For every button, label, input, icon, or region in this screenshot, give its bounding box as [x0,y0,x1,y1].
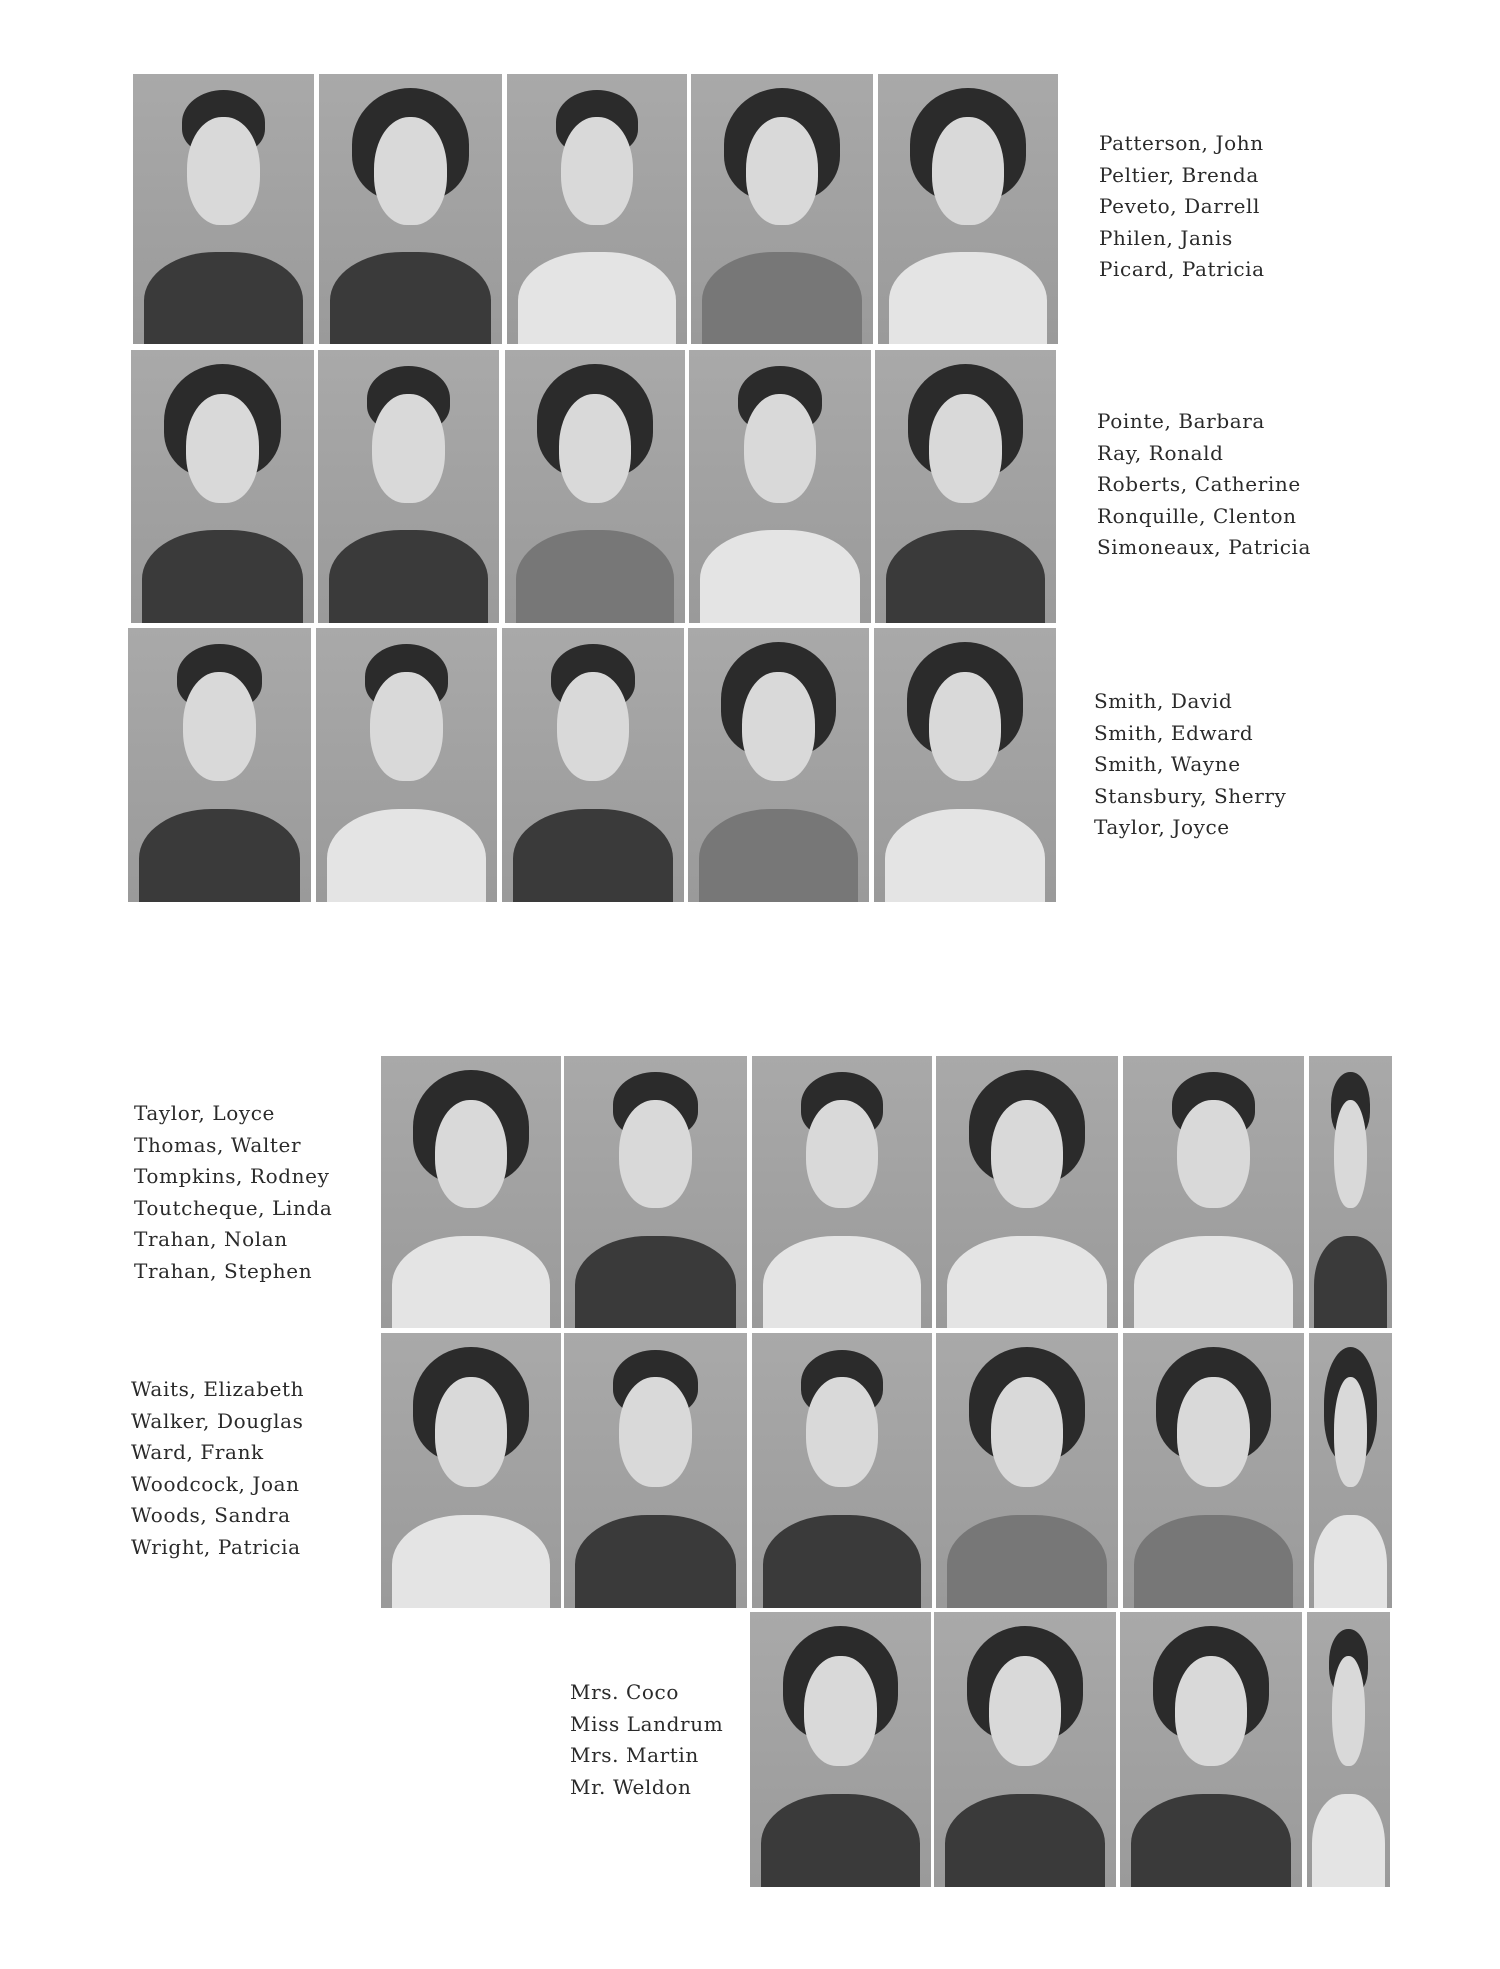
portrait-photo [319,74,502,344]
student-name: Patterson, John [1099,131,1264,155]
student-name: Waits, Elizabeth [131,1377,305,1401]
student-name: Ronquille, Clenton [1097,503,1297,528]
student-name: Peltier, Brenda [1099,162,1259,187]
portrait-photo [505,350,685,623]
portrait-photo [507,74,687,344]
faculty-name: Mr. Weldon [570,1774,692,1799]
name-list-row-1 [1099,128,1265,286]
portrait-photo [875,350,1056,623]
student-name: Picard, Patricia [1099,257,1265,281]
name-list-row-4 [134,1098,332,1287]
student-name: Walker, Douglas [131,1408,304,1433]
portrait-photo [1309,1056,1392,1328]
portrait-photo [691,74,873,344]
name-list-row-5 [131,1374,304,1563]
faculty-name-list [570,1677,723,1803]
faculty-photo [1120,1612,1302,1887]
portrait-photo [688,628,869,902]
portrait-photo [502,628,684,902]
portrait-photo [936,1056,1118,1328]
portrait-photo [381,1333,561,1608]
faculty-photo [1307,1612,1390,1887]
portrait-photo [878,74,1058,344]
portrait-photo [689,350,871,623]
portrait-photo [1123,1056,1304,1328]
portrait-photo [936,1333,1118,1608]
portrait-photo [381,1056,561,1328]
student-name: Wright, Patricia [131,1534,301,1559]
student-name: Tompkins, Rodney [134,1164,330,1188]
student-name: Smith, Wayne [1094,752,1241,776]
portrait-photo [752,1056,932,1328]
student-name: Taylor, Joyce [1094,815,1230,839]
portrait-photo [318,350,499,623]
student-name: Taylor, Loyce [134,1101,275,1125]
student-name: Pointe, Barbara [1097,409,1265,433]
portrait-photo [564,1056,747,1328]
portrait-photo [1123,1333,1304,1608]
student-name: Roberts, Catherine [1097,472,1301,496]
student-name: Woodcock, Joan [131,1471,300,1496]
student-name: Ray, Ronald [1097,440,1224,465]
name-list-row-2 [1097,406,1311,564]
faculty-name: Mrs. Coco [570,1680,680,1704]
student-name: Peveto, Darrell [1099,194,1261,218]
portrait-photo [128,628,311,902]
name-list-row-3 [1094,686,1286,844]
student-name: Thomas, Walter [134,1132,302,1157]
faculty-name: Mrs. Martin [570,1743,699,1767]
faculty-name: Miss Landrum [570,1711,724,1736]
portrait-photo [1309,1333,1392,1608]
student-name: Toutcheque, Linda [134,1195,333,1220]
student-name: Trahan, Stephen [134,1258,313,1283]
portrait-photo [564,1333,747,1608]
student-name: Smith, David [1094,689,1233,713]
faculty-photo [750,1612,931,1887]
student-name: Stansbury, Sherry [1094,783,1287,808]
student-name: Philen, Janis [1099,225,1233,250]
portrait-photo [874,628,1056,902]
portrait-photo [131,350,314,623]
student-name: Trahan, Nolan [134,1227,288,1251]
student-name: Ward, Frank [131,1440,264,1464]
portrait-photo [133,74,314,344]
portrait-photo [316,628,497,902]
student-name: Woods, Sandra [131,1503,291,1527]
student-name: Simoneaux, Patricia [1097,535,1312,559]
portrait-photo [752,1333,932,1608]
student-name: Smith, Edward [1094,720,1254,745]
faculty-photo [934,1612,1116,1887]
